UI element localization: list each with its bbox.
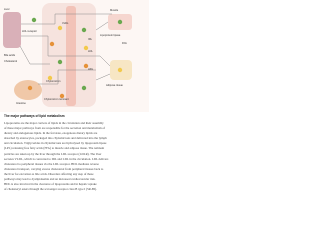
lipoprotein-particle (50, 42, 54, 46)
liver-shape (3, 12, 21, 48)
figure-label: Liver (4, 8, 10, 11)
figure-label: HDL (88, 68, 94, 71)
figure-label: Intestine (16, 102, 26, 105)
figure-label: Adipose tissue (106, 84, 123, 87)
body-line: Lipoproteins are the major carriers of lipids in the circulation and their assembly (4, 121, 104, 125)
body-line: secretes VLDL, which is converted to IDL and LDL in the circulation. LDL delivers (4, 156, 109, 161)
body-line: and circulation. Triglycerides in chylomicrons are hydrolysed by lipoprotein lipase (4, 141, 107, 146)
figure-label: Bile acids (4, 54, 16, 57)
figure-label: VLDL (62, 22, 69, 25)
figure-label: Cholesterol (4, 60, 18, 63)
figure-caption: The major pathways of lipid metabolism (4, 114, 65, 118)
lipoprotein-particle (118, 20, 122, 24)
body-line: of cholesteryl esters through the scavenger receptor class B type I (SR-BI). (4, 187, 97, 192)
figure-label: LDL receptor (22, 30, 37, 33)
body-line: HDL is also involved in the clearance of lipoproteins and in hepatic uptake (4, 182, 97, 187)
body-line: of these major pathways from are responsible for the secretion and metabolism of (4, 126, 106, 131)
body-line: absorbed by enterocytes, packaged into chylomicrons and delivered into the lymph (4, 136, 107, 141)
lipoprotein-particle (58, 26, 62, 30)
figure-label: FFA (122, 42, 127, 45)
body-text (4, 121, 145, 196)
body-line: pathways may lead to dyslipidaemia and an increased cardiovascular risk. (4, 177, 96, 182)
body-line: particles are taken up by the liver through the LDL receptor (LDLR). The liver (4, 151, 102, 156)
body-line: cholesterol transport, carrying excess cholesterol from peripheral tissues back to (4, 166, 104, 171)
figure-label: Chylomicron (46, 80, 61, 83)
figure-label: Chylomicron remnant (44, 98, 69, 101)
lipoprotein-particle (32, 18, 36, 22)
connector-line (96, 74, 110, 80)
figure-label: LDL (88, 50, 93, 53)
connector-line (96, 22, 108, 30)
lipoprotein-particle (118, 68, 122, 72)
lipoprotein-particle (58, 60, 62, 64)
figure-label: IDL (88, 38, 93, 41)
figure-label: Lipoprotein lipase (100, 34, 121, 37)
lipoprotein-particle (82, 28, 86, 32)
figure-label: Muscle (110, 9, 119, 12)
body-line: dietary and endogenous lipids. In the fed state, exogenous dietary lipids are (4, 131, 98, 136)
lipoprotein-particle (28, 86, 32, 90)
body-line: the liver for excretion as bile acids. Disorders affecting any step of these (4, 171, 94, 176)
body-line: cholesterol to peripheral tissues via the LDL receptor. HDL mediates reverse (4, 161, 99, 166)
body-line: (LPL) releasing free fatty acids (FFA) to muscle and adipose tissue. The remnant (4, 146, 105, 151)
intestine-shape (14, 80, 42, 100)
pathway-diagram (0, 0, 149, 112)
lipoprotein-particle (82, 86, 86, 90)
lipid-metabolism-figure (0, 0, 149, 112)
